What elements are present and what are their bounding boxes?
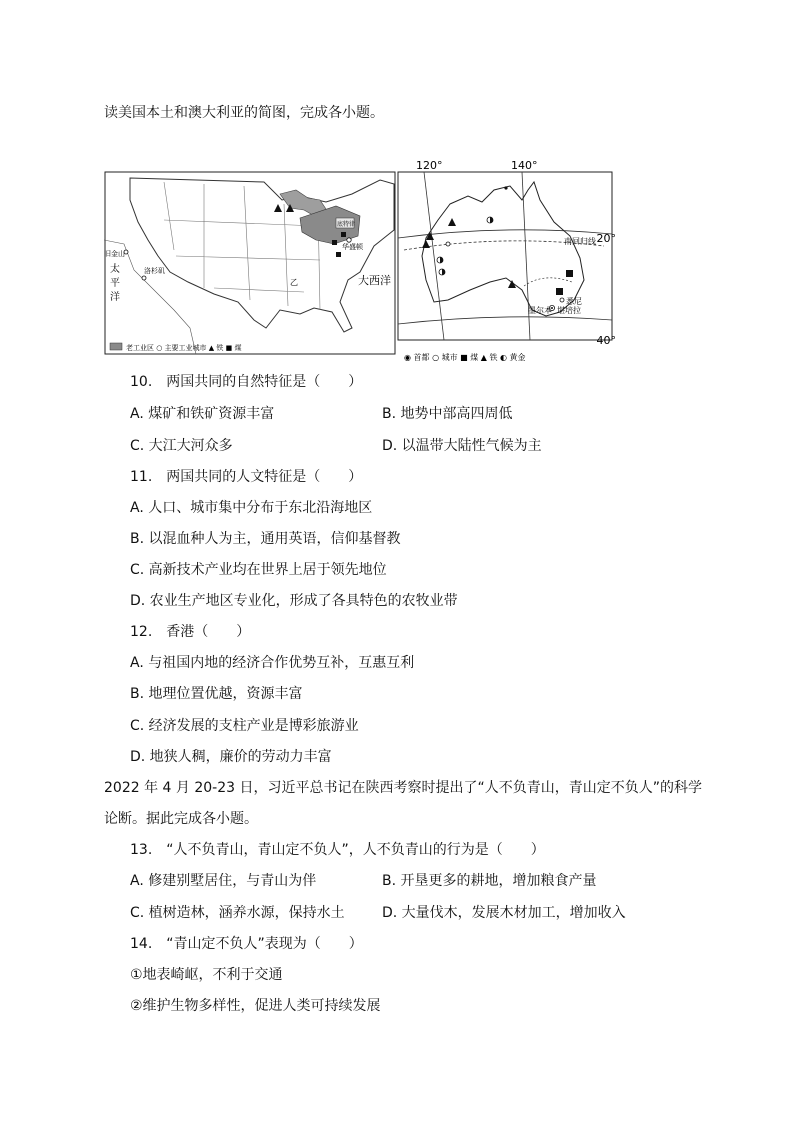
label-sydney: 悉尼: [566, 297, 582, 306]
q11-option-a[interactable]: A. 人口、城市集中分布于东北沿海地区: [130, 500, 373, 516]
label-melbourne: 墨尔本: [528, 306, 552, 315]
usa-legend: 老工业区 ○ 主要工业城市 ▲ 铁 ■ 煤: [126, 344, 242, 352]
label-los-angeles: 洛杉矶: [144, 267, 165, 275]
intro-text-2-line2: 论断。据此完成各小题。: [104, 811, 258, 827]
coal-icon: [341, 232, 346, 237]
intro-text-2-line1: 2022 年 4 月 20-23 日，习近平总书记在陕西考察时提出了“人不负青山，青山定不负人”的科学: [104, 780, 702, 796]
label-san-francisco: 旧金山: [104, 250, 125, 258]
usa-map: [104, 172, 395, 354]
city-icon: [446, 242, 450, 246]
label-detroit: 底特律: [337, 221, 356, 228]
q14-statement-2: ②维护生物多样性，促进人类可持续发展: [130, 998, 381, 1014]
label-canberra: 堪培拉: [557, 306, 581, 315]
q11-option-d[interactable]: D. 农业生产地区专业化，形成了各具特色的农牧业带: [130, 593, 458, 609]
label-tropic: 南回归线: [564, 237, 596, 246]
q14-stem: 14. “青山定不负人”表现为（ ）: [130, 936, 363, 952]
q10-option-c[interactable]: C. 大江大河众多: [130, 438, 233, 454]
label-atlantic: 大西洋: [358, 274, 391, 287]
iron-icon: [448, 218, 456, 226]
q13-stem: 13. “人不负青山，青山定不负人”，人不负青山的行为是（ ）: [130, 842, 545, 858]
q13-option-c[interactable]: C. 植树造林，涵养水源，保持水土: [130, 905, 345, 921]
q10-option-d[interactable]: D. 以温带大陆性气候为主: [382, 438, 542, 454]
q13-option-d[interactable]: D. 大量伐木，发展木材加工，增加收入: [382, 905, 626, 921]
q12-stem: 12. 香港（ ）: [130, 624, 251, 640]
coal-icon: [556, 288, 563, 295]
q11-stem: 11. 两国共同的人文特征是（ ）: [130, 469, 363, 485]
q13-option-b[interactable]: B. 开垦更多的耕地，增加粮食产量: [382, 873, 597, 889]
australia-map: [398, 160, 616, 362]
q12-option-b[interactable]: B. 地理位置优越，资源丰富: [130, 686, 303, 702]
australia-legend: ◉ 首都 ○ 城市 ■ 煤 ▲ 铁 ◐ 黄金: [404, 353, 526, 362]
iron-icon: [422, 240, 430, 248]
label-lon-120: 120°: [416, 160, 443, 172]
intro-text-1: 读美国本土和澳大利亚的简图，完成各小题。: [104, 105, 384, 121]
label-lat-20: 20°: [596, 232, 616, 245]
label-pacific-2: 平: [110, 278, 120, 289]
q11-option-b[interactable]: B. 以混血种人为主，通用英语，信仰基督教: [130, 531, 401, 547]
label-pacific-1: 太: [110, 264, 120, 275]
q11-option-c[interactable]: C. 高新技术产业均在世界上居于领先地位: [130, 562, 387, 578]
label-washington: 华盛顿: [342, 243, 363, 251]
q12-option-c[interactable]: C. 经济发展的支柱产业是博彩旅游业: [130, 718, 359, 734]
q12-option-d[interactable]: D. 地狭人稠，廉价的劳动力丰富: [130, 749, 332, 765]
coal-icon: [332, 240, 337, 245]
iron-icon: [274, 204, 282, 212]
q13-option-a[interactable]: A. 修建别墅居住，与青山为伴: [130, 873, 317, 889]
city-icon: [560, 298, 564, 302]
label-lon-140: 140°: [511, 160, 538, 172]
city-icon: [347, 238, 351, 242]
label-pacific-3: 洋: [110, 292, 120, 303]
coal-icon: [336, 252, 341, 257]
coal-icon: [566, 270, 573, 277]
map-figure: [104, 160, 616, 365]
q10-option-b[interactable]: B. 地势中部高四周低: [382, 406, 513, 422]
label-yi: 乙: [290, 278, 298, 287]
city-icon: [142, 276, 146, 280]
q12-option-a[interactable]: A. 与祖国内地的经济合作优势互补，互惠互利: [130, 655, 415, 671]
q10-option-a[interactable]: A. 煤矿和铁矿资源丰富: [130, 406, 275, 422]
label-lat-40: 40°: [596, 334, 616, 347]
q14-statement-1: ①地表崎岖，不利于交通: [130, 967, 283, 983]
q10-stem: 10. 两国共同的自然特征是（ ）: [130, 374, 363, 390]
